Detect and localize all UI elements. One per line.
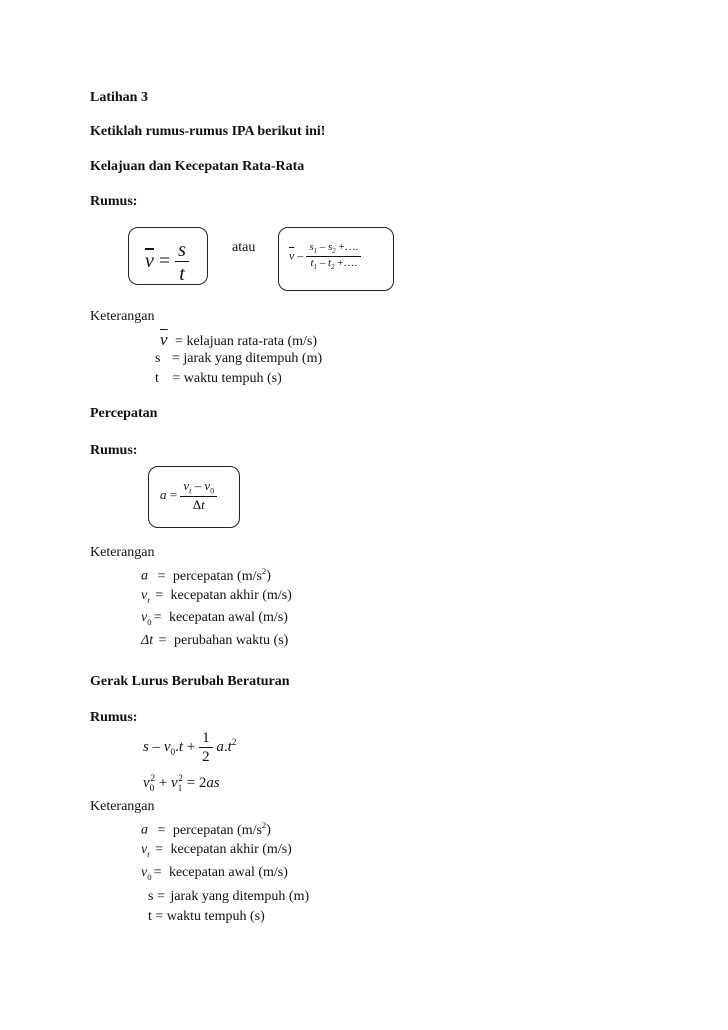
symbol: s (148, 889, 154, 904)
equals-sign: = (153, 610, 162, 625)
list-item (148, 909, 265, 925)
section1-keterangan-label: Keterangan (90, 309, 155, 324)
section3-heading: Gerak Lurus Berubah Beraturan (90, 674, 290, 689)
description: = waktu tempuh (s) (155, 909, 265, 924)
symbol: v (141, 842, 148, 857)
list-item: $v_t$ = kecepatan akhir (m/s) (141, 588, 292, 605)
section1-rumus-label: Rumus: (90, 194, 138, 209)
description: = jarak yang ditempuh (m) (171, 351, 323, 366)
formula-glbb-velocity: $v_0^2 + v_1^2 = 2as$ (143, 774, 220, 794)
list-item: a = percepatan $(m/s^2)$ (141, 820, 271, 838)
description: kecepatan awal (m/s) (168, 610, 288, 625)
or-label: atau (232, 240, 256, 255)
symbol: a (141, 568, 148, 584)
section2-keterangan-label: Keterangan (90, 545, 155, 560)
description: perubahan waktu (s) (174, 633, 289, 648)
description: kecepatan awal (m/s) (168, 865, 288, 880)
instruction: Ketiklah rumus-rumus IPA berikut ini! (90, 124, 326, 139)
list-item (148, 889, 309, 905)
equals-sign: = (156, 889, 165, 904)
equals-sign: = (153, 865, 162, 880)
symbol: t (148, 909, 152, 924)
symbol: v (141, 865, 148, 880)
description: kecepatan akhir (m/s) (170, 588, 292, 603)
list-item: $v_0$ = kecepatan awal (m/s) (141, 865, 288, 882)
list-item (155, 371, 282, 387)
section3-keterangan-label: Keterangan (90, 799, 155, 814)
formula-glbb-distance: s – $v_0.t$ + $\frac{1}{2}$ $a.t^2$ (143, 730, 237, 765)
formula-box-avg-velocity (278, 227, 394, 291)
list-item: $v_0$ = kecepatan awal (m/s) (141, 610, 288, 627)
symbol: $\overline{v}$ (160, 330, 168, 349)
equals-sign: = (155, 842, 164, 857)
list-item: $v_t$ = kecepatan akhir (m/s) (141, 842, 292, 859)
list-item (141, 633, 288, 649)
formula-box-acceleration (148, 466, 240, 528)
symbol: a (141, 822, 148, 838)
section3-rumus-label: Rumus: (90, 710, 138, 725)
symbol: v (141, 588, 148, 603)
description: kecepatan akhir (m/s) (170, 842, 292, 857)
list-item (155, 351, 322, 367)
symbol: t (155, 371, 159, 386)
page-title: Latihan 3 (90, 90, 148, 105)
section1-heading: Kelajuan dan Kecepatan Rata-Rata (90, 159, 305, 174)
section2-heading: Percepatan (90, 406, 158, 421)
description: jarak yang ditempuh (m) (170, 889, 310, 904)
equals-sign: = (158, 633, 167, 648)
formula-box-avg-speed (128, 227, 208, 285)
symbol: Δt (141, 633, 154, 648)
description: percepatan (m/s (172, 822, 262, 838)
symbol: s (155, 351, 161, 366)
equals-sign: = (157, 822, 166, 838)
description: percepatan (m/s (172, 568, 262, 584)
formula-avg-velocity: $\overline{v}$ – $\frac{s_1 - s_2 +\dots.}{t_1 - t_2 +\dots.}$ (289, 241, 361, 272)
formula-acceleration: a = $\frac{v_t - v_0}{\Delta t}$ (160, 479, 217, 513)
formula-avg-speed: $\overline{v}$ = $\frac{s}{t}$ (145, 239, 189, 286)
description: = kelajuan rata-rata (m/s) (175, 334, 318, 349)
section2-rumus-label: Rumus: (90, 443, 138, 458)
symbol: v (141, 610, 148, 625)
equals-sign: = (155, 588, 164, 603)
list-item: a = percepatan $(m/s^2)$ (141, 566, 271, 584)
description: = waktu tempuh (s) (172, 371, 282, 386)
equals-sign: = (157, 568, 166, 584)
list-item (160, 330, 317, 350)
